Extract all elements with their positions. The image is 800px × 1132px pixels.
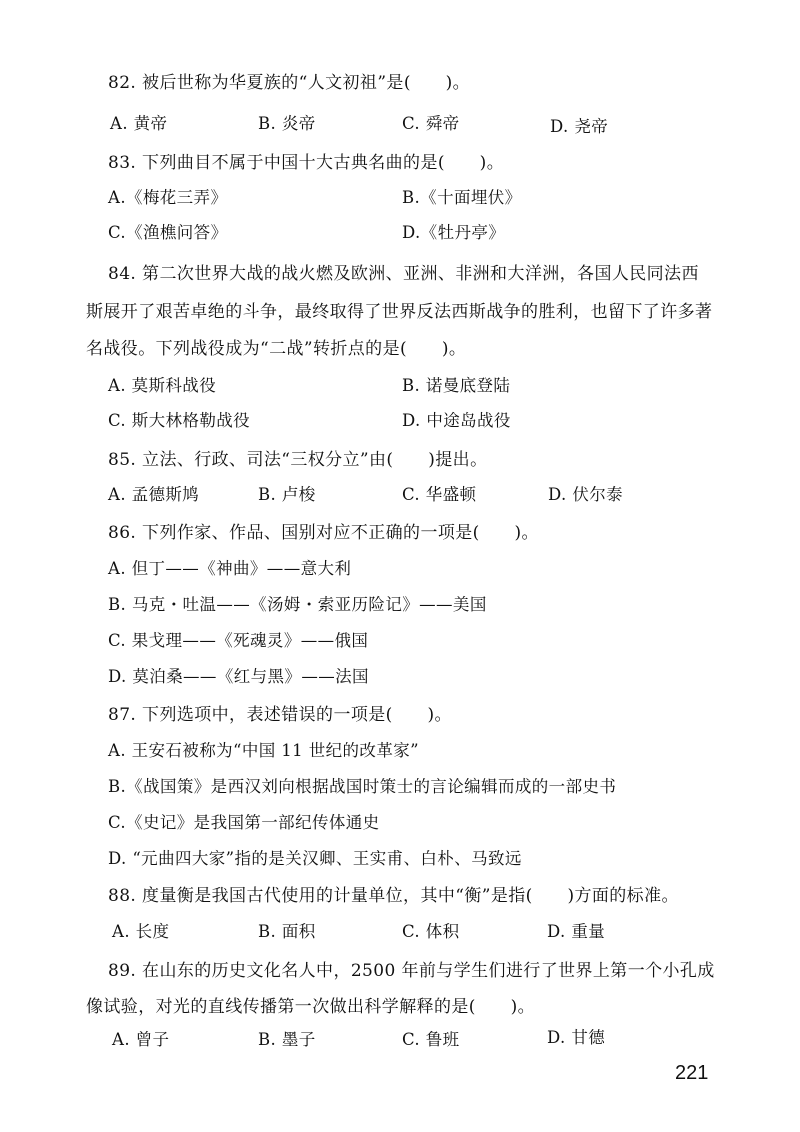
- question-82-option-b: B. 炎帝: [258, 114, 316, 133]
- question-87-option-a: A. 王安石被称为“中国 11 世纪的改革家”: [108, 741, 419, 760]
- question-85-stem: 85. 立法、行政、司法“三权分立”由( )提出。: [108, 450, 488, 470]
- question-89-option-c: C. 鲁班: [402, 1030, 460, 1049]
- question-82-option-a: A. 黄帝: [110, 114, 168, 133]
- question-89-option-d: D. 甘德: [547, 1028, 606, 1047]
- question-84-option-a: A. 莫斯科战役: [108, 376, 217, 395]
- question-84-stem-line-1: 84. 第二次世界大战的战火燃及欧洲、亚洲、非洲和大洋洲，各国人民同法西: [108, 264, 699, 284]
- question-84-stem-line-3: 名战役。下列战役成为“二战”转折点的是( )。: [86, 339, 467, 359]
- question-85-option-a: A. 孟德斯鸠: [108, 485, 200, 504]
- question-83-option-a: A.《梅花三弄》: [108, 188, 228, 207]
- page-number: 221: [675, 1062, 709, 1084]
- question-88-option-d: D. 重量: [547, 922, 606, 941]
- question-86-option-c: C. 果戈理——《死魂灵》——俄国: [108, 631, 369, 650]
- question-87-option-b: B.《战国策》是西汉刘向根据战国时策士的言论编辑而成的一部史书: [108, 777, 617, 796]
- question-86-option-b: B. 马克・吐温——《汤姆・索亚历险记》——美国: [108, 595, 487, 614]
- question-85-option-b: B. 卢梭: [258, 485, 316, 504]
- question-83-stem: 83. 下列曲目不属于中国十大古典名曲的是( )。: [108, 153, 505, 173]
- question-87-option-d: D. “元曲四大家”指的是关汉卿、王实甫、白朴、马致远: [108, 849, 522, 868]
- question-85-option-c: C. 华盛顿: [402, 485, 477, 504]
- question-85-option-d: D. 伏尔泰: [548, 485, 624, 504]
- question-89-stem-line-2: 像试验，对光的直线传播第一次做出科学解释的是( )。: [86, 997, 536, 1017]
- question-86-stem: 86. 下列作家、作品、国别对应不正确的一项是( )。: [108, 523, 539, 543]
- question-89-option-b: B. 墨子: [258, 1030, 316, 1049]
- question-83-option-d: D.《牡丹亭》: [402, 223, 506, 242]
- question-86-option-d: D. 莫泊桑——《红与黑》——法国: [108, 667, 369, 686]
- question-82-stem: 82. 被后世称为华夏族的“人文初祖”是( )。: [108, 73, 471, 93]
- question-88-option-c: C. 体积: [402, 922, 460, 941]
- question-84-option-b: B. 诺曼底登陆: [402, 376, 511, 395]
- question-87-stem: 87. 下列选项中，表述错误的一项是( )。: [108, 705, 452, 725]
- question-89-option-a: A. 曾子: [112, 1030, 170, 1049]
- question-86-option-a: A. 但丁——《神曲》——意大利: [108, 559, 352, 578]
- question-82-option-d: D. 尧帝: [550, 117, 609, 136]
- question-88-option-b: B. 面积: [258, 922, 316, 941]
- question-89-stem-line-1: 89. 在山东的历史文化名人中，2500 年前与学生们进行了世界上第一个小孔成: [108, 961, 715, 981]
- question-82-option-c: C. 舜帝: [402, 114, 460, 133]
- question-88-option-a: A. 长度: [112, 922, 170, 941]
- question-84-option-c: C. 斯大林格勒战役: [108, 411, 251, 430]
- question-87-option-c: C.《史记》是我国第一部纪传体通史: [108, 813, 380, 832]
- question-83-option-b: B.《十面埋伏》: [402, 188, 522, 207]
- question-84-stem-line-2: 斯展开了艰苦卓绝的斗争，最终取得了世界反法西斯战争的胜利，也留下了许多著: [86, 302, 713, 322]
- question-88-stem: 88. 度量衡是我国古代使用的计量单位，其中“衡”是指( )方面的标准。: [108, 886, 679, 906]
- question-83-option-c: C.《渔樵问答》: [108, 223, 228, 242]
- question-84-option-d: D. 中途岛战役: [402, 411, 511, 430]
